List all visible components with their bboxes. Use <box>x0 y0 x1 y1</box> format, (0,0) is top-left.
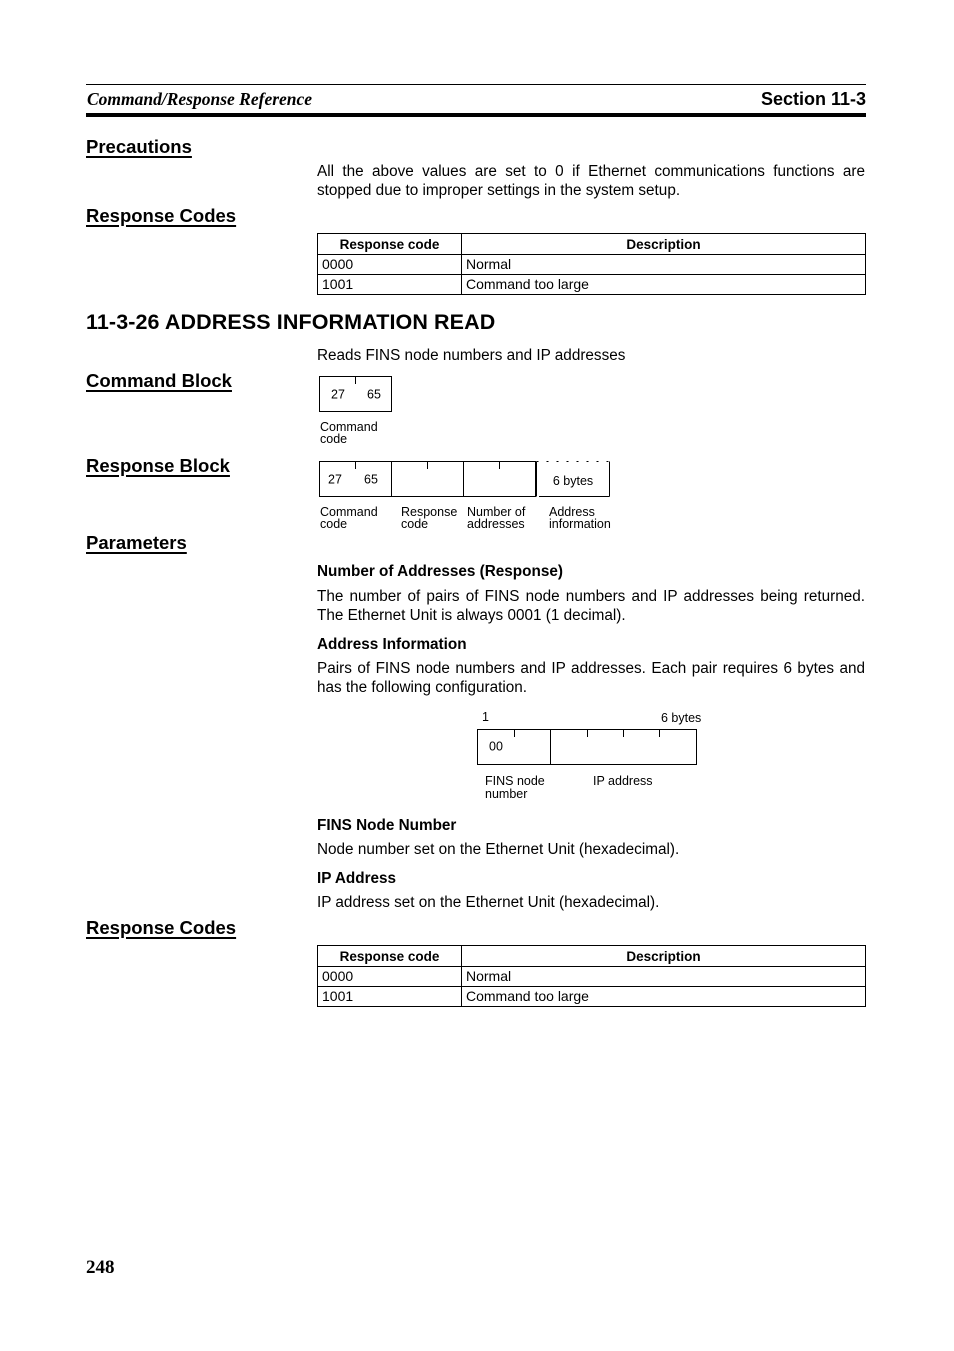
response-codes-table-2 <box>317 945 866 1007</box>
response-byte-1: 27 <box>328 472 342 487</box>
response-label-response-2: code <box>401 517 429 531</box>
response-label-command-1: Command <box>320 505 378 519</box>
fins-node-label-2: number <box>485 787 528 801</box>
command-code-label-2: code <box>320 432 348 446</box>
command-byte-2: 65 <box>367 387 381 402</box>
header-bottom-rule <box>86 113 866 117</box>
command-block-heading: Command Block <box>86 370 232 391</box>
table-cell: 1001 <box>318 275 462 295</box>
table-cell: Command too large <box>462 275 866 295</box>
precautions-text: All the above values are set to 0 if Ethernet communications functions are stopped due to improper settings in the system setup. <box>317 163 865 199</box>
running-header-title: Command/Response Reference <box>87 89 313 109</box>
response-label-command-2: code <box>320 517 348 531</box>
response-label-numaddr-1: Number of <box>467 505 526 519</box>
address-info-title: Address Information <box>317 636 467 653</box>
table-cell: 1001 <box>318 987 462 1007</box>
response-codes-heading-1: Response Codes <box>86 205 237 226</box>
command-code-label-1: Command <box>320 420 378 434</box>
response-byte-2: 65 <box>364 472 378 487</box>
table-row <box>318 275 866 295</box>
response-codes-table-1 <box>317 233 866 295</box>
ip-address-label: IP address <box>593 774 653 788</box>
column-header: Description <box>462 946 866 967</box>
table-row <box>318 255 866 275</box>
section-title: 11-3-26 ADDRESS INFORMATION READ <box>86 310 496 334</box>
response-code-cell <box>392 462 464 497</box>
ip-address-title: IP Address <box>317 870 397 887</box>
page-number: 248 <box>86 1257 115 1278</box>
table-row <box>318 987 866 1007</box>
table-cell: Normal <box>462 255 866 275</box>
address-info-text: Pairs of FINS node numbers and IP addresses. Each pair requires 6 bytes and has the following configuration. <box>317 660 865 696</box>
pair-first-byte: 00 <box>489 739 503 754</box>
header-top-rule <box>86 84 866 85</box>
response-label-addrinfo-1: Address <box>549 505 595 519</box>
response-label-addrinfo-2: information <box>549 517 611 531</box>
table-header-row <box>318 234 866 255</box>
num-addresses-title: Number of Addresses (Response) <box>317 563 563 580</box>
table-cell: 0000 <box>318 255 462 275</box>
column-header: Description <box>462 234 866 255</box>
column-header: Response code <box>318 946 462 967</box>
pair-size-label: 6 bytes <box>661 711 702 725</box>
response-block-heading: Response Block <box>86 455 230 476</box>
response-label-response-1: Response <box>401 505 458 519</box>
fins-node-number-title: FINS Node Number <box>317 817 457 834</box>
table-row <box>318 967 866 987</box>
response-block-diagram <box>310 455 640 535</box>
command-block-diagram <box>310 370 430 450</box>
section-intro: Reads FINS node numbers and IP addresses <box>317 347 626 364</box>
number-of-addresses-cell <box>464 462 536 497</box>
table-cell: 0000 <box>318 967 462 987</box>
fins-node-number-text: Node number set on the Ethernet Unit (hexadecimal). <box>317 841 680 858</box>
column-header: Response code <box>318 234 462 255</box>
num-addresses-text: The number of pairs of FINS node numbers and IP addresses being returned. The Ethernet Unit is always 0001 (1 decimal). <box>317 588 865 624</box>
address-info-size-label: 6 bytes <box>552 474 594 488</box>
fins-node-label-1: FINS node <box>485 774 545 788</box>
table-cell: Command too large <box>462 987 866 1007</box>
response-codes-heading-2: Response Codes <box>86 917 237 938</box>
address-pair-diagram <box>470 705 720 805</box>
running-header-section: Section 11-3 <box>760 89 866 109</box>
table-cell: Normal <box>462 967 866 987</box>
ip-address-text: IP address set on the Ethernet Unit (hexadecimal). <box>317 894 660 911</box>
table-header-row <box>318 946 866 967</box>
precautions-heading: Precautions <box>86 136 192 157</box>
parameters-heading: Parameters <box>86 532 187 553</box>
command-byte-1: 27 <box>331 387 345 402</box>
response-label-numaddr-2: addresses <box>467 517 525 531</box>
pair-start-label: 1 <box>482 710 489 724</box>
